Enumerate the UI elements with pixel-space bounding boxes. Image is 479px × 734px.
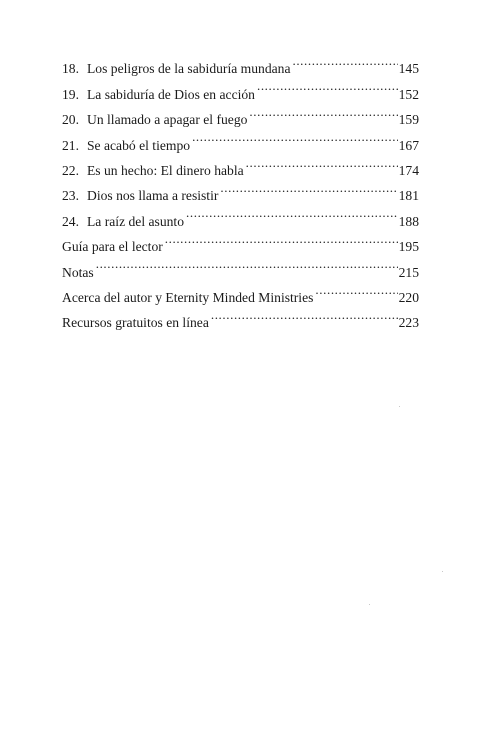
- section-title: Guía para el lector: [62, 239, 163, 255]
- chapter-number: 19.: [62, 86, 79, 102]
- scan-speck: [442, 571, 443, 572]
- chapter-number: 20.: [62, 112, 79, 128]
- toc-entry-18[interactable]: [62, 48, 419, 77]
- page-number: 188: [398, 213, 419, 229]
- dot-leader: [315, 277, 397, 302]
- page-number: 174: [398, 162, 419, 178]
- dot-leader: [292, 48, 397, 73]
- toc-entry-acerca[interactable]: [62, 277, 419, 305]
- chapter-title: Los peligros de la sabiduría mundana: [87, 61, 291, 77]
- chapter-title: La raíz del asunto: [87, 213, 185, 229]
- dot-leader: [257, 73, 398, 98]
- dot-leader: [249, 99, 397, 124]
- chapter-number: 24.: [62, 213, 79, 229]
- chapter-title: La sabiduría de Dios en acción: [87, 86, 255, 102]
- page-number: 223: [398, 315, 419, 331]
- chapter-number: 21.: [62, 137, 79, 153]
- dot-leader: [192, 124, 398, 149]
- page-number: 159: [398, 112, 419, 128]
- page-number: 195: [398, 239, 419, 255]
- dot-leader: [96, 251, 398, 276]
- chapter-title: Es un hecho: El dinero habla: [87, 162, 244, 178]
- page-number: 145: [398, 61, 419, 77]
- section-title: Notas: [62, 264, 94, 280]
- toc-entry-notas[interactable]: [62, 251, 419, 280]
- chapter-number: 23.: [62, 188, 79, 204]
- dot-leader: [246, 150, 398, 175]
- chapter-title: Un llamado a apagar el fuego: [87, 112, 248, 128]
- page-number: 220: [398, 289, 419, 305]
- page-number: 167: [398, 137, 419, 153]
- section-title: Acerca del autor y Eternity Minded Ministries: [62, 289, 314, 305]
- table-of-contents: [62, 48, 419, 331]
- chapter-number: 22.: [62, 162, 79, 178]
- dot-leader: [165, 226, 398, 251]
- section-title: Recursos gratuitos en línea: [62, 315, 209, 331]
- scan-speck: [369, 604, 370, 605]
- chapter-number: 18.: [62, 61, 79, 77]
- dot-leader: [186, 200, 398, 225]
- chapter-title: Se acabó el tiempo: [87, 137, 191, 153]
- scan-speck: [399, 406, 400, 407]
- page-number: 181: [398, 188, 419, 204]
- dot-leader: [220, 175, 397, 200]
- page-number: 152: [398, 86, 419, 102]
- chapter-title: Dios nos llama a resistir: [87, 188, 219, 204]
- page-number: 215: [398, 264, 419, 280]
- dot-leader: [211, 302, 398, 327]
